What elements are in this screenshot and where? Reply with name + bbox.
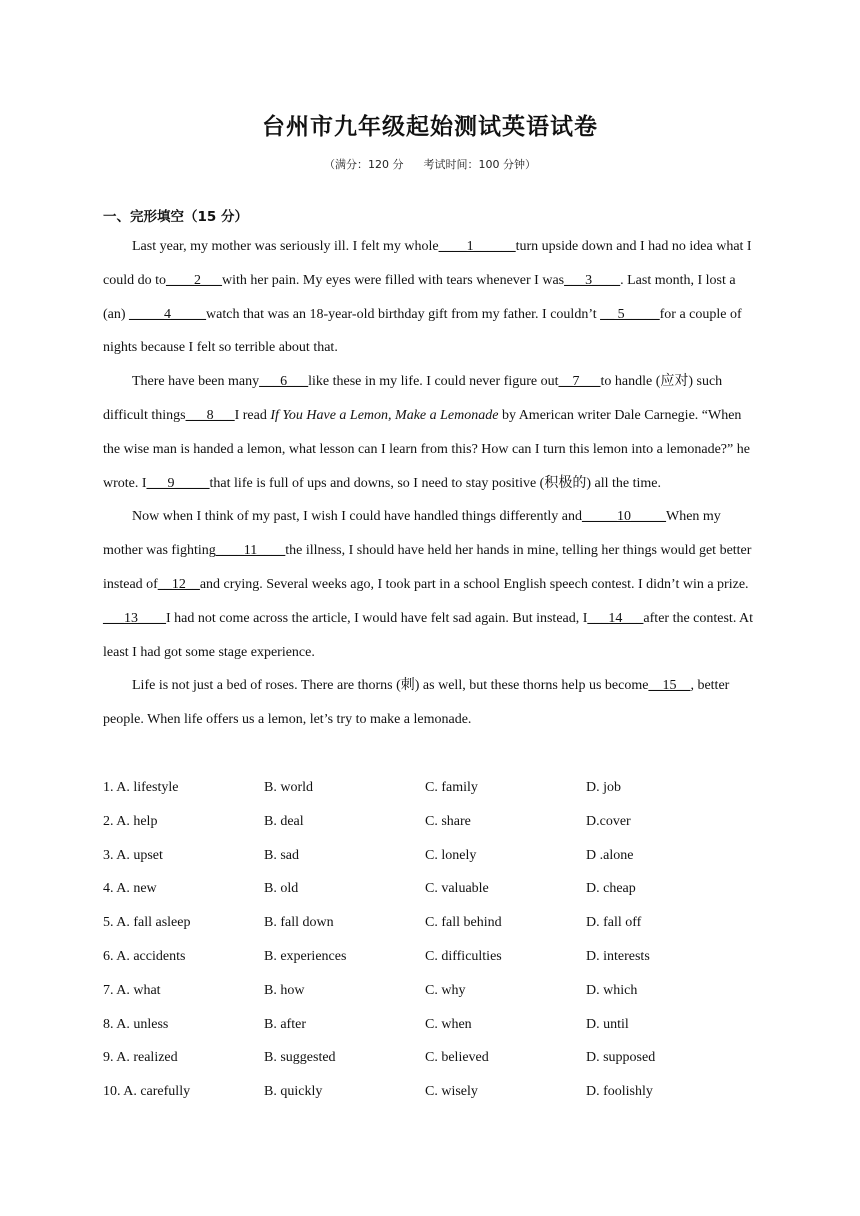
paragraph-3	[103, 500, 759, 669]
time-info: 考试时间：100 分钟）	[423, 158, 536, 171]
passage-text: that life is full of ups and downs, so I need to stay positive (积极的) all the time.	[209, 475, 661, 491]
passage-text: Now when I think of my past, I wish I could have handled things differently and	[132, 509, 582, 525]
option-row	[103, 940, 763, 974]
option-b: B. world	[264, 780, 313, 795]
passage-text: with her pain. My eyes were filled with tears whenever I was	[222, 272, 565, 288]
option-row	[103, 771, 763, 805]
option-b: B. quickly	[264, 1084, 323, 1100]
option-b: B. how	[264, 982, 305, 998]
page-title: 台州市九年级起始测试英语试卷	[262, 114, 598, 140]
blank-10: _____10_____	[581, 509, 666, 525]
option-b: B. sad	[264, 847, 299, 863]
passage-text: When my mother was fighting	[103, 509, 721, 559]
blank-4: _____4_____	[129, 306, 207, 322]
option-b: B. experiences	[264, 948, 347, 964]
option-a: 9. A. realized	[103, 1050, 178, 1066]
option-row	[103, 805, 763, 839]
blank-1: ____1______	[438, 239, 516, 254]
option-d: D. interests	[586, 948, 650, 964]
option-a: 10. A. carefully	[103, 1084, 191, 1100]
passage-text: I had not come across the article, I would have felt sad again. But instead, I	[166, 610, 588, 626]
answer-options	[103, 771, 763, 1109]
blank-13: ___13____	[103, 610, 166, 626]
passage-text: to handle (应对) such difficult things	[103, 374, 723, 423]
exam-info	[0, 156, 860, 172]
book-title: If You Have a Lemon, Make a Lemonade	[270, 407, 499, 423]
option-row	[103, 839, 763, 873]
option-d: D. which	[586, 982, 638, 998]
blank-11: ____11____	[215, 543, 286, 559]
blank-14: ___14___	[587, 610, 644, 626]
option-d: D. fall off	[586, 915, 642, 931]
option-d: D. until	[586, 1016, 629, 1032]
option-c: C. believed	[425, 1050, 489, 1066]
option-b: B. suggested	[264, 1050, 336, 1066]
score-info: （满分：120 分	[324, 158, 404, 171]
passage-text: . Last month, I lost a (an)	[103, 272, 736, 322]
passage-text: the illness, I should have held her hands in mine, telling her things would get better instead of	[103, 543, 752, 592]
passage-text: turn upside down and I had no idea what I could do to	[103, 239, 752, 288]
option-c: C. difficulties	[425, 948, 502, 964]
option-c: C. wisely	[425, 1084, 478, 1100]
blank-12: __12__	[157, 576, 200, 592]
option-b: B. old	[264, 881, 299, 897]
blank-7: __7___	[558, 374, 601, 390]
option-row	[103, 872, 763, 906]
passage-text: , better people. When life offers us a lemon, let’s try to make a lemonade.	[103, 678, 730, 728]
option-row	[103, 1041, 763, 1075]
passage-text: by American writer Dale Carnegie. “When the wise man is handed a lemon, what lesson can I learn from this? How can I turn this lemon into a lemonade?” he wrote. I	[103, 407, 750, 491]
blank-15: __15__	[648, 678, 691, 694]
passage-text: Life is not just a bed of roses. There are thorns (刺) as well, but these thorns help us become	[132, 678, 649, 694]
option-a: 8. A. unless	[103, 1016, 169, 1032]
option-a: 5. A. fall asleep	[103, 915, 191, 931]
passage-text: for a couple of nights because I felt so terrible about that.	[103, 306, 742, 356]
option-a: 6. A. accidents	[103, 948, 186, 964]
option-c: C. fall behind	[425, 915, 502, 931]
option-a: 1. A. lifestyle	[103, 780, 179, 795]
passage-text: I read	[234, 407, 271, 423]
paragraph-4	[103, 669, 759, 737]
option-row	[103, 1075, 763, 1109]
option-c: C. lonely	[425, 847, 477, 863]
option-row	[103, 1008, 763, 1042]
blank-5: __ 5_____	[600, 306, 660, 322]
option-a: 4. A. new	[103, 881, 157, 897]
passage-text: and crying. Several weeks ago, I took part in a school English speech contest. I didn’t win a prize.	[199, 576, 749, 592]
option-d: D. job	[586, 780, 621, 795]
option-d: D.cover	[586, 813, 631, 829]
option-a: 7. A. what	[103, 982, 161, 998]
passage-text: Last year, my mother was seriously ill. I felt my whole	[132, 239, 439, 254]
passage-text: There have been many	[132, 374, 260, 390]
option-c: C. family	[425, 780, 478, 795]
option-c: C. when	[425, 1016, 472, 1032]
option-c: C. why	[425, 982, 466, 998]
option-a: 3. A. upset	[103, 847, 163, 863]
section-heading: 一、完形填空（15 分）	[103, 209, 248, 225]
option-d: D. foolishly	[586, 1084, 653, 1100]
blank-3: ___3____	[564, 272, 621, 288]
blank-2: ____2___	[166, 272, 222, 288]
option-c: C. share	[425, 813, 471, 829]
option-d: D. cheap	[586, 881, 636, 897]
passage-text: like these in my life. I could never figure out	[308, 374, 559, 390]
cloze-passage	[103, 230, 759, 737]
option-b: B. after	[264, 1016, 306, 1032]
option-b: B. deal	[264, 813, 304, 829]
blank-8: ___8___	[185, 407, 235, 423]
option-a: 2. A. help	[103, 813, 158, 829]
blank-9: ___9_____	[146, 475, 210, 491]
blank-6: ___6___	[259, 374, 309, 390]
option-row	[103, 974, 763, 1008]
option-row	[103, 906, 763, 940]
option-c: C. valuable	[425, 881, 489, 897]
option-d: D. supposed	[586, 1050, 656, 1066]
option-d: D .alone	[586, 847, 634, 863]
passage-text: after the contest. At least I had got some stage experience.	[103, 610, 754, 660]
option-b: B. fall down	[264, 915, 334, 931]
paragraph-1	[103, 230, 759, 365]
paragraph-2	[103, 365, 759, 500]
passage-text: watch that was an 18-year-old birthday gift from my father. I couldn’t	[206, 306, 601, 322]
